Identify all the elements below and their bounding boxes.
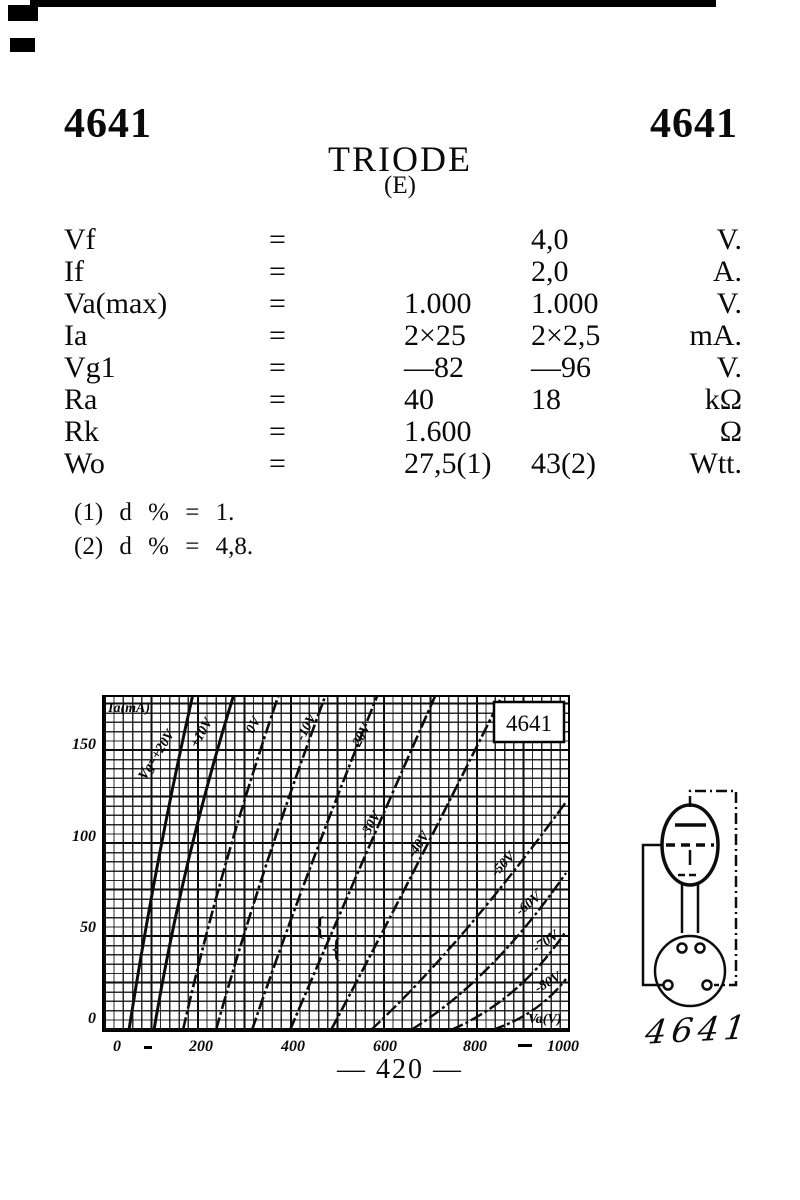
spec-unit: mA. bbox=[689, 319, 742, 352]
equals-sign: = bbox=[269, 223, 286, 256]
spec-value-2: 1.000 bbox=[531, 287, 599, 320]
spec-label: Vf bbox=[64, 223, 96, 256]
curve-label-plus10: +10V bbox=[187, 715, 217, 751]
type-number-right: 4641 bbox=[650, 101, 738, 147]
curve-label-minus60: -60V bbox=[513, 889, 545, 920]
spec-unit: Wtt. bbox=[689, 447, 742, 480]
curve-label-minus10: -10V bbox=[293, 711, 321, 744]
spec-label: Wo bbox=[64, 447, 105, 480]
scan-artifact-left-block bbox=[10, 38, 35, 52]
x-tick-200: 200 bbox=[189, 1038, 213, 1055]
spec-value-2: 2×2,5 bbox=[531, 319, 601, 352]
page-number: — 420 — bbox=[337, 1054, 463, 1085]
spec-value-1: 40 bbox=[404, 383, 434, 416]
equals-sign: = bbox=[269, 383, 286, 416]
curve-label-minus70: -70V bbox=[530, 928, 562, 957]
y-tick-150: 150 bbox=[72, 736, 96, 753]
table-row bbox=[64, 320, 742, 352]
spec-value-1 bbox=[404, 224, 531, 256]
base-outline bbox=[655, 936, 725, 1006]
curve-label-minus20: -20V bbox=[347, 721, 375, 754]
spec-unit: V. bbox=[716, 351, 742, 384]
spec-value-2: 43(2) bbox=[531, 447, 596, 480]
x-axis-label: Va(V) bbox=[528, 1012, 562, 1027]
page-title: TRIODE bbox=[328, 139, 472, 179]
scan-speck bbox=[518, 1044, 532, 1047]
anode-characteristics-chart bbox=[102, 695, 570, 1032]
table-row bbox=[64, 224, 742, 256]
spec-unit: kΩ bbox=[704, 383, 742, 416]
table-row bbox=[64, 288, 742, 320]
tube-base-diagram bbox=[630, 775, 770, 1020]
scan-speck bbox=[144, 1046, 152, 1049]
curve-label-minus30: -30V bbox=[357, 809, 385, 842]
spec-unit: V. bbox=[716, 223, 742, 256]
tube-neck bbox=[682, 884, 698, 933]
page-subtitle: (E) bbox=[384, 172, 416, 199]
base-pin bbox=[678, 944, 687, 953]
curve-label-0: 0V bbox=[243, 714, 265, 737]
y-tick-50: 50 bbox=[80, 919, 96, 936]
x-tick-400: 400 bbox=[281, 1038, 305, 1055]
spec-label: Rk bbox=[64, 415, 100, 448]
x-tick-600: 600 bbox=[373, 1038, 397, 1055]
spec-value-2: 2,0 bbox=[531, 255, 569, 288]
spec-unit: Ω bbox=[719, 415, 742, 448]
y-tick-0: 0 bbox=[88, 1010, 96, 1027]
curve-label-vg-plus20: Vg=+20V bbox=[135, 727, 179, 783]
curve-label-minus80: -80V bbox=[532, 969, 565, 997]
equals-sign: = bbox=[269, 447, 286, 480]
table-row bbox=[64, 352, 742, 384]
equals-sign: = bbox=[269, 351, 286, 384]
spec-value-1: 27,5(1) bbox=[404, 447, 492, 480]
tube-handwritten-label: 4641 bbox=[643, 1007, 753, 1052]
spec-label: Ra bbox=[64, 383, 98, 416]
curve-label-minus50: -50V bbox=[488, 849, 519, 880]
spec-value-2 bbox=[531, 416, 643, 448]
x-tick-800: 800 bbox=[463, 1038, 487, 1055]
spec-value-2: 4,0 bbox=[531, 223, 569, 256]
x-tick-0: 0 bbox=[113, 1038, 121, 1055]
spec-label: Ia bbox=[64, 319, 88, 352]
footnote-2: (2) d % = 4,8. bbox=[74, 533, 254, 560]
spec-value-1: 1.000 bbox=[404, 287, 472, 320]
spec-value-2: 18 bbox=[531, 383, 561, 416]
equals-sign: = bbox=[269, 319, 286, 352]
table-row bbox=[64, 448, 742, 480]
scan-artifact-corner-block bbox=[8, 5, 38, 21]
scan-artifact-top-bar bbox=[30, 0, 716, 7]
table-row bbox=[64, 416, 742, 448]
y-tick-100: 100 bbox=[72, 828, 96, 845]
chart-title: 4641 bbox=[506, 711, 552, 736]
spec-table bbox=[64, 224, 742, 480]
spec-value-1: 2×25 bbox=[404, 319, 466, 352]
equals-sign: = bbox=[269, 415, 286, 448]
base-pin bbox=[703, 981, 712, 990]
spec-value-1 bbox=[404, 256, 531, 288]
footnote-1: (1) d % = 1. bbox=[74, 499, 235, 526]
curve-label-minus40: -40V bbox=[405, 829, 434, 861]
spec-unit: V. bbox=[716, 287, 742, 320]
base-pin bbox=[664, 981, 673, 990]
spec-value-1: 1.600 bbox=[404, 415, 472, 448]
spec-label: Vg1 bbox=[64, 351, 116, 384]
footnotes bbox=[74, 496, 253, 564]
spec-value-2: —96 bbox=[531, 351, 591, 384]
chart-title-box bbox=[494, 702, 564, 742]
spec-value-1: —82 bbox=[404, 351, 464, 384]
spec-label: If bbox=[64, 255, 84, 288]
equals-sign: = bbox=[269, 255, 286, 288]
grid-lead-wire bbox=[643, 845, 664, 985]
type-number-left: 4641 bbox=[64, 101, 152, 147]
operating-point-brace-2: { bbox=[330, 934, 343, 963]
base-pin bbox=[696, 944, 705, 953]
curve-family bbox=[104, 697, 568, 1030]
operating-point-brace: { bbox=[314, 912, 327, 941]
table-row bbox=[64, 256, 742, 288]
spec-label: Va(max) bbox=[64, 287, 168, 320]
y-axis-label: Ia(mA) bbox=[108, 701, 150, 716]
x-tick-1000: 1000 bbox=[547, 1038, 579, 1055]
table-row bbox=[64, 384, 742, 416]
spec-unit: A. bbox=[712, 255, 742, 288]
equals-sign: = bbox=[269, 287, 286, 320]
